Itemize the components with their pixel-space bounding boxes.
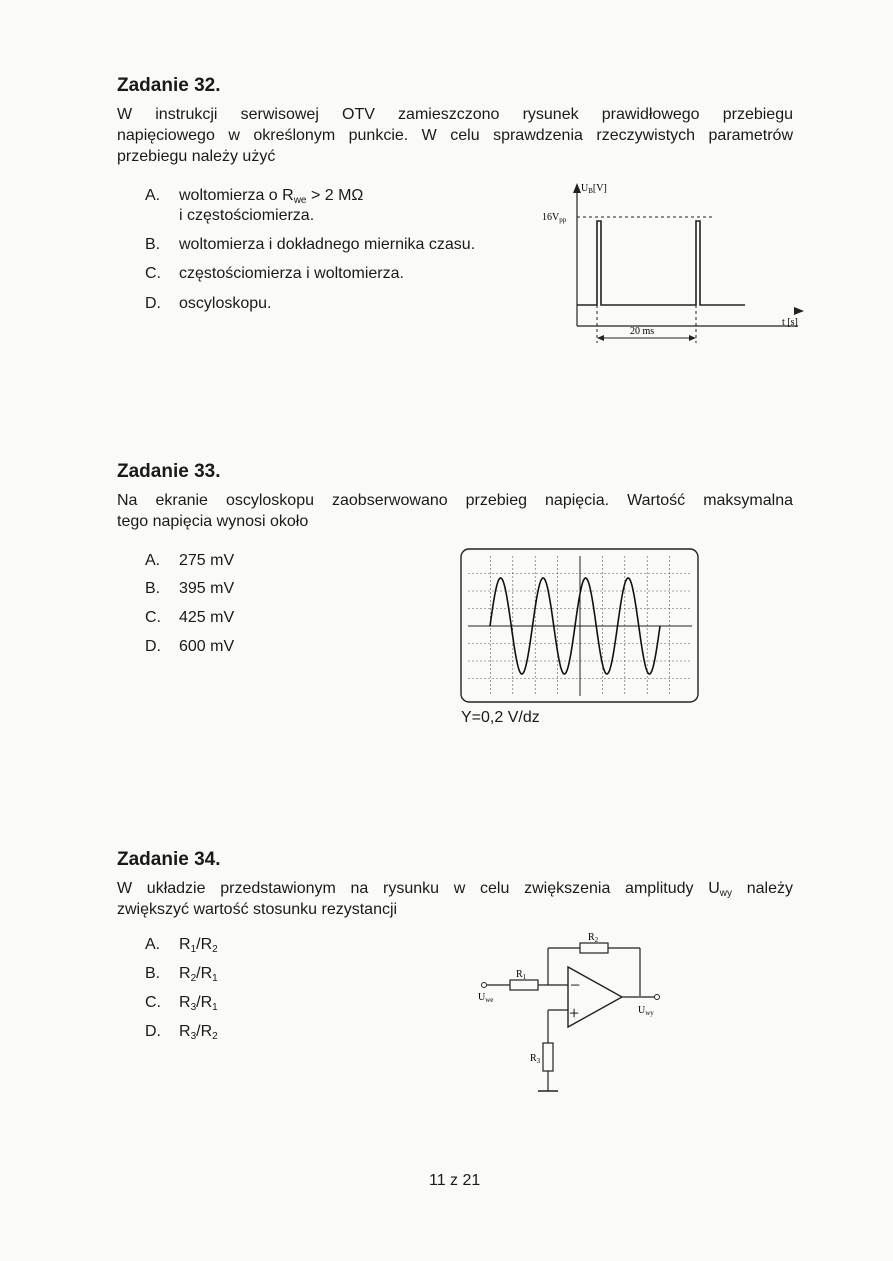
pulse-train: [577, 221, 745, 305]
period-label: 20 ms: [630, 326, 655, 337]
task-32-line-3: przebiegu należy użyć: [117, 148, 276, 165]
op-amp-circuit: [470, 925, 670, 1105]
task-32-option-c: C. częstościomierza i woltomierza.: [145, 265, 404, 282]
inverting-input-sign: −: [570, 975, 581, 995]
task-33-option-c: C. 425 mV: [145, 609, 235, 626]
input-voltage-label: $U_{we}$: [478, 992, 494, 1004]
task-32-option-a: A. woltomierza o $R_{we} > 2$ MΩ i częstościomierza.: [145, 187, 364, 224]
task-32-option-b: B. woltomierza i dokładnego miernika czasu.: [145, 236, 476, 253]
task-32-option-d: D. oscyloskopu.: [145, 295, 272, 312]
task-34-line-2: zwiększyć wartość stosunku rezystancji: [117, 901, 398, 918]
task-34-option-a: A. $R_1/R_2$: [145, 936, 218, 955]
task-34-option-d: D. $R_3/R_2$: [145, 1023, 218, 1042]
noninverting-input-sign: +: [569, 1003, 580, 1023]
task-32-line-1: W instrukcji serwisowej OTV zamieszczono rysunek prawidłowego przebiegu: [117, 106, 793, 123]
task-34-line-1: W układzie przedstawionym na rysunku w celu zwiększenia amplitudy $U_{wy}$ należy: [117, 880, 793, 899]
task-33-title: Zadanie 33.: [117, 461, 221, 482]
r2-label: $R_2$: [588, 932, 599, 944]
level-label: $16V_{pp}$: [542, 212, 567, 224]
r3-label: $R_3$: [530, 1053, 541, 1065]
input-terminal: [482, 983, 487, 988]
oscilloscope-scale: Y=0,2 V/dz: [461, 709, 540, 726]
oscilloscope-screen: [460, 548, 700, 704]
resistor-r2: [580, 943, 608, 953]
resistor-r1: [510, 980, 538, 990]
task-33-option-a: A. 275 mV: [145, 552, 235, 569]
x-axis-arrow: [794, 307, 804, 315]
y-axis-label: $U_B[V]$: [581, 183, 607, 195]
task-34-option-b: B. $R_2/R_1$: [145, 965, 218, 984]
output-voltage-label: $U_{wy}$: [638, 1005, 654, 1017]
task-32-title: Zadanie 32.: [117, 75, 221, 96]
y-axis-arrow: [573, 183, 581, 193]
task-33-line-2: tego napięcia wynosi około: [117, 513, 309, 530]
task-33-option-d: D. 600 mV: [145, 638, 235, 655]
page-number: 11 z 21: [429, 1172, 481, 1189]
task-33-option-b: B. 395 mV: [145, 580, 235, 597]
task-33-line-1: Na ekranie oscyloskopu zaobserwowano przebieg napięcia. Wartość maksymalna: [117, 492, 793, 509]
task-34-option-c: C. $R_3/R_1$: [145, 994, 218, 1013]
x-axis-label: t [s]: [782, 317, 798, 328]
task-32-line-2: napięciowego w określonym punkcie. W celu sprawdzenia rzeczywistych parametrów: [117, 127, 793, 144]
task-34-title: Zadanie 34.: [117, 849, 221, 870]
pulse-waveform-diagram: [520, 178, 810, 348]
r1-label: $R_1$: [516, 969, 527, 981]
output-terminal: [655, 995, 660, 1000]
resistor-r3: [543, 1043, 553, 1071]
